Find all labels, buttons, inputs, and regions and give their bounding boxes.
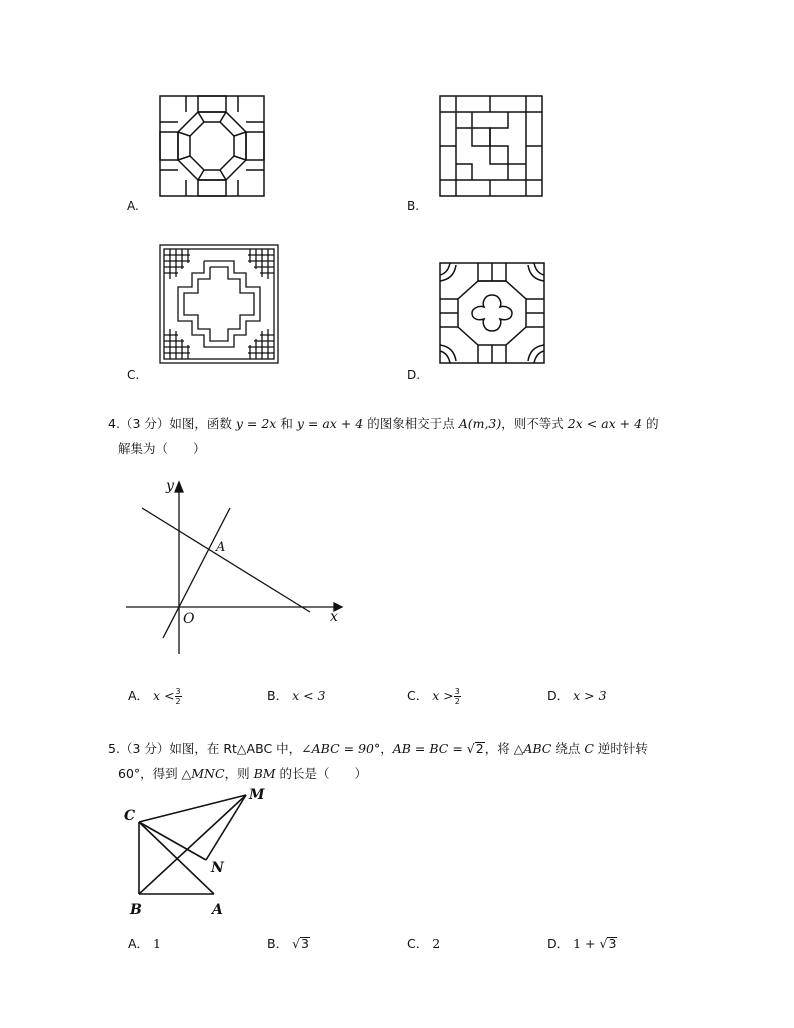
q4-option-a-expr: x < xyxy=(153,688,175,703)
q5-triangle-2: △MNC xyxy=(181,766,225,781)
pattern-figure-d xyxy=(438,261,546,365)
q5-option-c[interactable] xyxy=(407,932,440,955)
fraction-denominator: 2 xyxy=(175,697,181,706)
q5-cond1: ∠ABC = 90° xyxy=(301,741,381,756)
segment-cm xyxy=(139,795,246,822)
q5-point-c: C xyxy=(584,741,594,756)
q4-text-3: ，则不等式 xyxy=(501,416,564,431)
option-c-label: C. xyxy=(127,368,140,382)
q4-option-a-fraction xyxy=(175,687,182,706)
pattern-figure-b xyxy=(438,94,544,198)
q5-text-4: 逆时针转 xyxy=(597,741,648,756)
graph-label-x: x xyxy=(330,609,338,625)
q5-line2-c: 的长是（ ） xyxy=(279,766,368,781)
q5-option-d[interactable] xyxy=(547,932,617,955)
q4-option-c-fraction xyxy=(454,687,461,706)
q5-text-1: 如图，在 Rt△ABC 中， xyxy=(169,741,302,756)
sqrt-sign: √ xyxy=(292,936,301,951)
fig-label-c: C xyxy=(124,808,136,824)
option-d-label: D. xyxy=(407,368,421,382)
q4-option-c[interactable] xyxy=(407,684,461,707)
q4-option-d-label: D． xyxy=(547,688,570,703)
q5-line2-b: ，则 xyxy=(224,766,250,781)
q5-option-a[interactable] xyxy=(128,932,161,955)
question-4-text xyxy=(108,412,708,435)
q4-score: （3 分） xyxy=(119,416,170,431)
q4-point: A(m,3) xyxy=(458,416,502,431)
graph-label-a: A xyxy=(216,540,226,555)
q5-option-d-prefix: 1 + xyxy=(573,936,600,951)
q5-option-c-value: 2 xyxy=(432,936,441,951)
q4-option-c-expr: x > xyxy=(432,688,454,703)
q5-cond2-radicand: 2 xyxy=(475,741,484,756)
q4-option-d-expr: x > 3 xyxy=(573,688,607,703)
q4-option-b[interactable] xyxy=(267,684,326,707)
fig-label-m: M xyxy=(249,787,265,803)
question-5-text xyxy=(108,737,708,760)
q5-option-a-value: 1 xyxy=(153,936,161,951)
q4-text-and: 和 xyxy=(280,416,293,431)
q5-score: （3 分） xyxy=(119,741,170,756)
q5-option-b-radicand: 3 xyxy=(301,936,309,951)
q5-option-b-label: B． xyxy=(267,936,289,951)
q5-text-3: 绕点 xyxy=(555,741,581,756)
q5-cond2: AB = BC = xyxy=(392,741,467,756)
q4-text-4: 的 xyxy=(646,416,659,431)
q4-option-b-expr: x < 3 xyxy=(292,688,326,703)
q5-option-d-label: D． xyxy=(547,936,570,951)
q4-line-2: 解集为（ ） xyxy=(118,441,206,456)
q4-option-a-label: A． xyxy=(128,688,150,703)
fig-label-a: A xyxy=(212,902,223,918)
q4-inequality: 2x < ax + 4 xyxy=(567,416,643,431)
q5-option-d-radicand: 3 xyxy=(608,936,617,951)
q4-text-2: 的图象相交于点 xyxy=(367,416,455,431)
q4-option-c-label: C． xyxy=(407,688,429,703)
q5-option-c-label: C． xyxy=(407,936,429,951)
q5-number: 5. xyxy=(108,741,120,756)
q4-number: 4. xyxy=(108,416,120,431)
q5-option-a-label: A． xyxy=(128,936,150,951)
q4-eq2: y = ax + 4 xyxy=(296,416,364,431)
sqrt-sign: √ xyxy=(599,936,608,951)
q4-text-1: 如图，函数 xyxy=(169,416,232,431)
q4-option-d[interactable] xyxy=(547,684,607,707)
q4-function-graph xyxy=(120,478,350,638)
segment-bm xyxy=(139,795,246,894)
pattern-figure-c xyxy=(156,243,282,367)
graph-label-y: y xyxy=(166,478,174,494)
fraction-numerator: 3 xyxy=(454,687,460,696)
q5-segment: BM xyxy=(253,766,276,781)
pattern-figure-a xyxy=(158,94,266,198)
q5-text-2: ，将 xyxy=(484,741,510,756)
q4-option-a[interactable] xyxy=(128,684,182,707)
q5-option-b[interactable] xyxy=(267,932,310,955)
y-axis-arrow xyxy=(175,482,183,492)
graph-label-o: O xyxy=(183,611,195,627)
q5-triangle-figure xyxy=(120,788,260,904)
q5-sep: ， xyxy=(380,741,393,756)
q4-option-b-label: B． xyxy=(267,688,289,703)
option-b-label: B. xyxy=(407,199,420,213)
q4-eq1: y = 2x xyxy=(235,416,277,431)
fraction-numerator: 3 xyxy=(175,687,181,696)
q5-line2-a: 60°，得到 xyxy=(118,766,178,781)
q5-line-2 xyxy=(118,762,367,785)
fig-label-n: N xyxy=(211,860,224,876)
sqrt-sign: √ xyxy=(466,741,475,756)
option-a-label: A. xyxy=(127,199,139,213)
fraction-denominator: 2 xyxy=(454,697,460,706)
fig-label-b: B xyxy=(130,902,142,918)
line-y-ax-4 xyxy=(142,508,310,612)
q5-triangle: △ABC xyxy=(513,741,552,756)
